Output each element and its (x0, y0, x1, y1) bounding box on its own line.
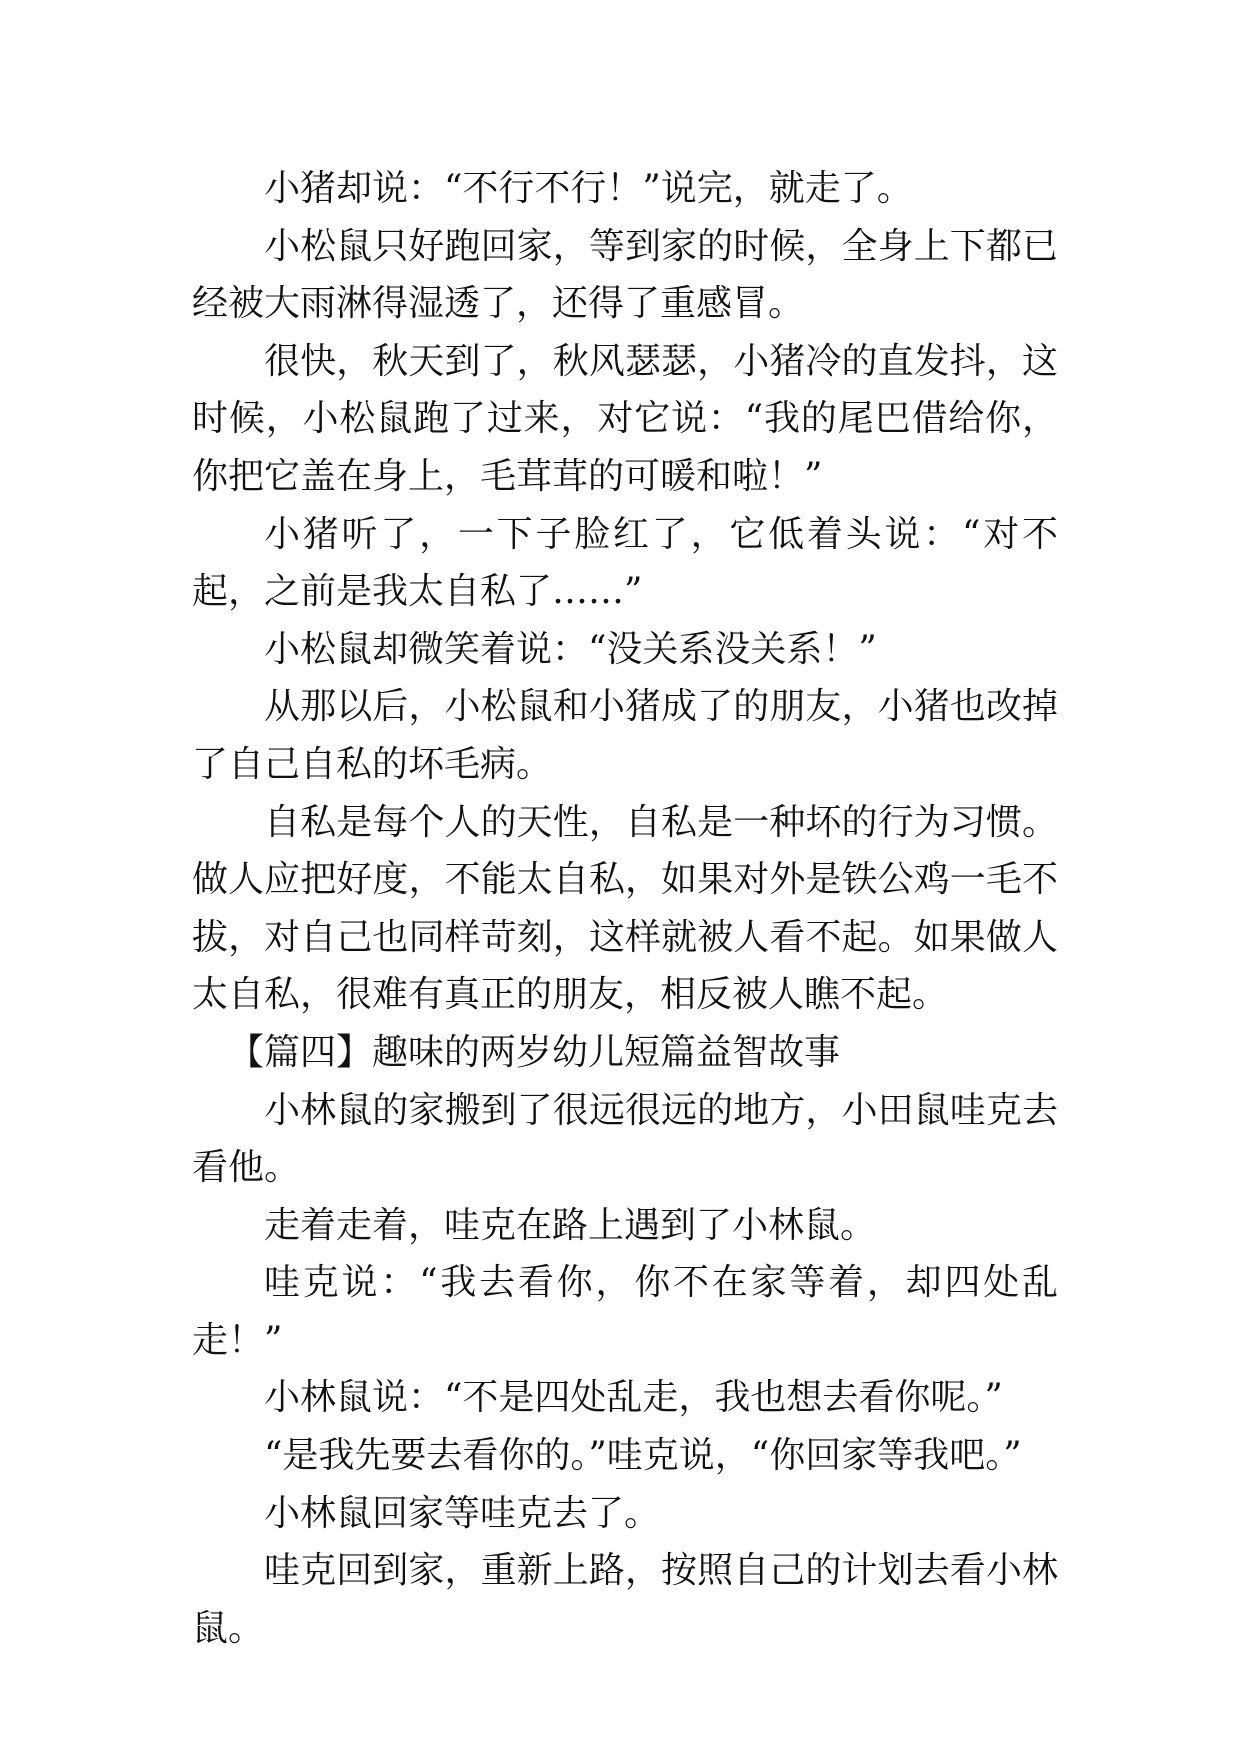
story-paragraph: “是我先要去看你的。”哇克说，“你回家等我吧。” (264, 1435, 1022, 1477)
section-heading: 【篇四】趣味的两岁幼儿短篇益智故事 (228, 1031, 841, 1073)
paragraph: 小松鼠只好跑回家，等到家的时候，全身上下都已经被大雨淋得湿透了，还得了重感冒。 (192, 225, 1058, 325)
story-paragraph: 哇克回到家，重新上路，按照自己的计划去看小林鼠。 (192, 1550, 1058, 1649)
story-paragraph: 哇克说：“我去看你，你不在家等着，却四处乱走！” (192, 1262, 1058, 1361)
paragraph: 小猪听了，一下子脸红了，它低着头说：“对不起，之前是我太自私了……” (192, 513, 1058, 613)
story-paragraph: 小林鼠回家等哇克去了。 (264, 1492, 661, 1534)
paragraph: 小猪却说：“不行不行！”说完，就走了。 (264, 168, 913, 209)
document-body (192, 160, 1058, 1657)
paragraph: 自私是每个人的天性，自私是一种坏的行为习惯。做人应把好度，不能太自私，如果对外是铁公鸡一毛不拔，对自己也同样苛刻，这样就被人看不起。如果做人太自私，很难有真正的朋友，相反被人瞧不起。 (192, 801, 1058, 1016)
paragraph: 小松鼠却微笑着说：“没关系没关系！” (264, 628, 877, 670)
story-paragraph: 走着走着，哇克在路上遇到了小林鼠。 (264, 1204, 877, 1246)
paragraph: 从那以后，小松鼠和小猪成了的朋友，小猪也改掉了自己自私的坏毛病。 (192, 686, 1058, 785)
story-paragraph: 小林鼠的家搬到了很远很远的地方，小田鼠哇克去看他。 (192, 1089, 1058, 1189)
story-paragraph: 小林鼠说：“不是四处乱走，我也想去看你呢。” (264, 1377, 1003, 1419)
paragraph: 很快，秋天到了，秋风瑟瑟，小猪冷的直发抖，这时候，小松鼠跑了过来，对它说：“我的尾巴借给你，你把它盖在身上，毛茸茸的可暖和啦！” (192, 340, 1058, 497)
